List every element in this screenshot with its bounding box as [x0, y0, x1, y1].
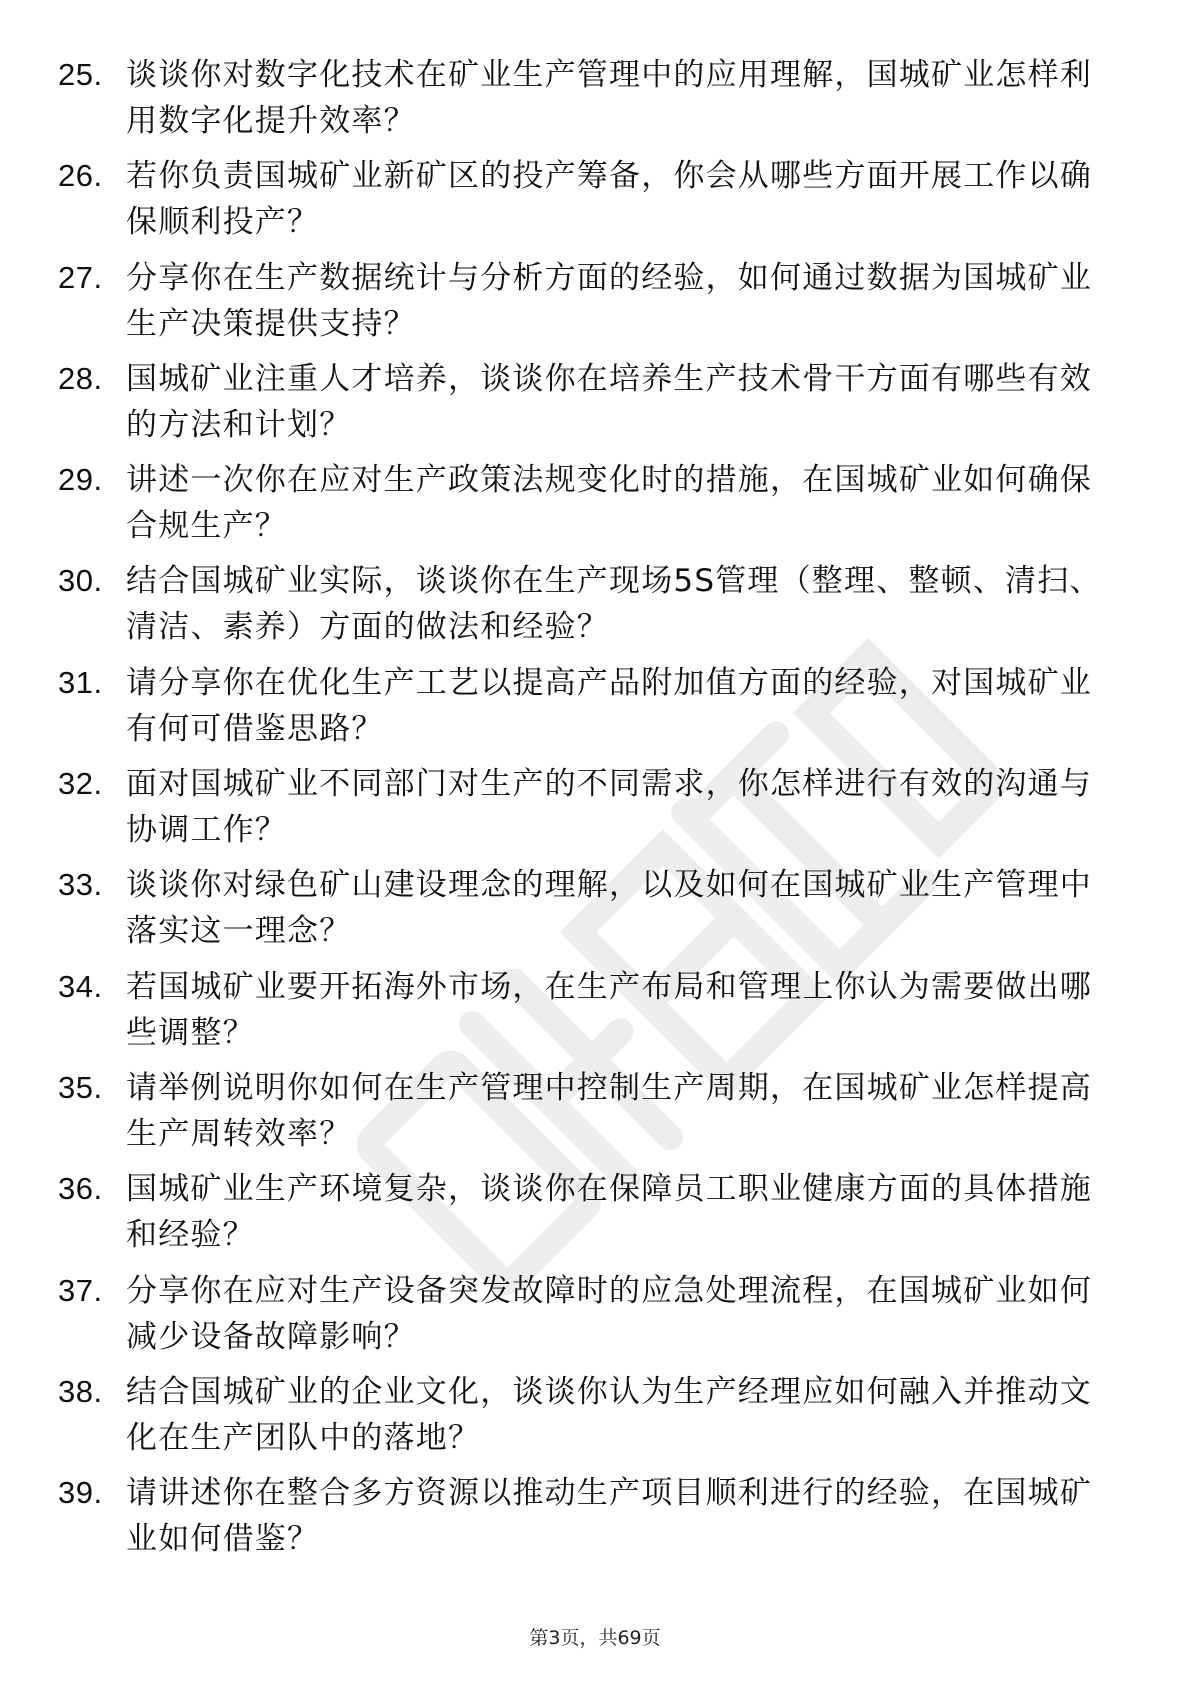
question-text: 谈谈你对数字化技术在矿业生产管理中的应用理解，国城矿业怎样利用数字化提升效率？ — [126, 57, 1092, 139]
question-text: 分享你在生产数据统计与分析方面的经验，如何通过数据为国城矿业生产决策提供支持？ — [126, 259, 1092, 342]
question-list — [58, 52, 1118, 1571]
question-item — [58, 356, 1118, 457]
question-item — [58, 52, 1118, 153]
question-text: 讲述一次你在应对生产政策法规变化时的措施，在国城矿业如何确保合规生产？ — [126, 462, 1092, 545]
question-number: 28. — [58, 360, 103, 396]
question-text: 结合国城矿业实际，谈谈你在生产现场5S管理（整理、整顿、清扫、清洁、素养）方面的做法和经验？ — [126, 563, 1102, 646]
question-text: 面对国城矿业不同部门对生产的不同需求，你怎样进行有效的沟通与协调工作？ — [126, 766, 1092, 849]
question-item — [58, 1065, 1118, 1166]
question-number: 25. — [58, 57, 103, 92]
question-item — [58, 255, 1118, 356]
question-text: 国城矿业生产环境复杂，谈谈你在保障员工职业健康方面的具体措施和经验？ — [126, 1171, 1092, 1254]
question-number: 32. — [58, 766, 103, 802]
question-text: 谈谈你对绿色矿山建设理念的理解，以及如何在国城矿业生产管理中落实这一理念？ — [126, 867, 1092, 950]
question-number: 27. — [58, 259, 103, 295]
question-number: 33. — [58, 867, 103, 903]
question-number: 37. — [58, 1272, 103, 1308]
question-text: 请讲述你在整合多方资源以推动生产项目顺利进行的经验，在国城矿业如何借鉴？ — [126, 1475, 1092, 1558]
question-item — [58, 1268, 1118, 1369]
question-item — [58, 153, 1118, 254]
question-text: 结合国城矿业的企业文化，谈谈你认为生产经理应如何融入并推动文化在生产团队中的落地？ — [126, 1373, 1092, 1456]
question-number: 26. — [58, 158, 103, 194]
question-text: 分享你在应对生产设备突发故障时的应急处理流程，在国城矿业如何减少设备故障影响？ — [126, 1272, 1092, 1355]
question-item — [58, 1369, 1118, 1470]
question-text: 若你负责国城矿业新矿区的投产筹备，你会从哪些方面开展工作以确保顺利投产？ — [126, 158, 1092, 241]
question-item — [58, 558, 1118, 659]
question-number: 36. — [58, 1171, 103, 1207]
question-number: 29. — [58, 462, 103, 498]
question-text: 请举例说明你如何在生产管理中控制生产周期，在国城矿业怎样提高生产周转效率？ — [126, 1069, 1092, 1152]
question-number: 35. — [58, 1069, 103, 1105]
question-number: 31. — [58, 664, 103, 700]
question-number: 38. — [58, 1373, 103, 1409]
question-item — [58, 761, 1118, 862]
question-item — [58, 1166, 1118, 1267]
question-text: 若国城矿业要开拓海外市场，在生产布局和管理上你认为需要做出哪些调整？ — [126, 968, 1092, 1051]
question-item — [58, 457, 1118, 558]
question-number: 34. — [58, 968, 103, 1004]
question-text: 国城矿业注重人才培养，谈谈你在培养生产技术骨干方面有哪些有效的方法和计划？ — [126, 360, 1092, 443]
question-number: 30. — [58, 563, 103, 599]
question-item — [58, 964, 1118, 1065]
page-footer: 第3页，共69页 — [529, 1627, 661, 1649]
question-text: 请分享你在优化生产工艺以提高产品附加值方面的经验，对国城矿业有何可借鉴思路？ — [126, 664, 1092, 747]
question-item — [58, 862, 1118, 963]
question-number: 39. — [58, 1475, 103, 1511]
question-item — [58, 1470, 1118, 1571]
question-item — [58, 660, 1118, 761]
